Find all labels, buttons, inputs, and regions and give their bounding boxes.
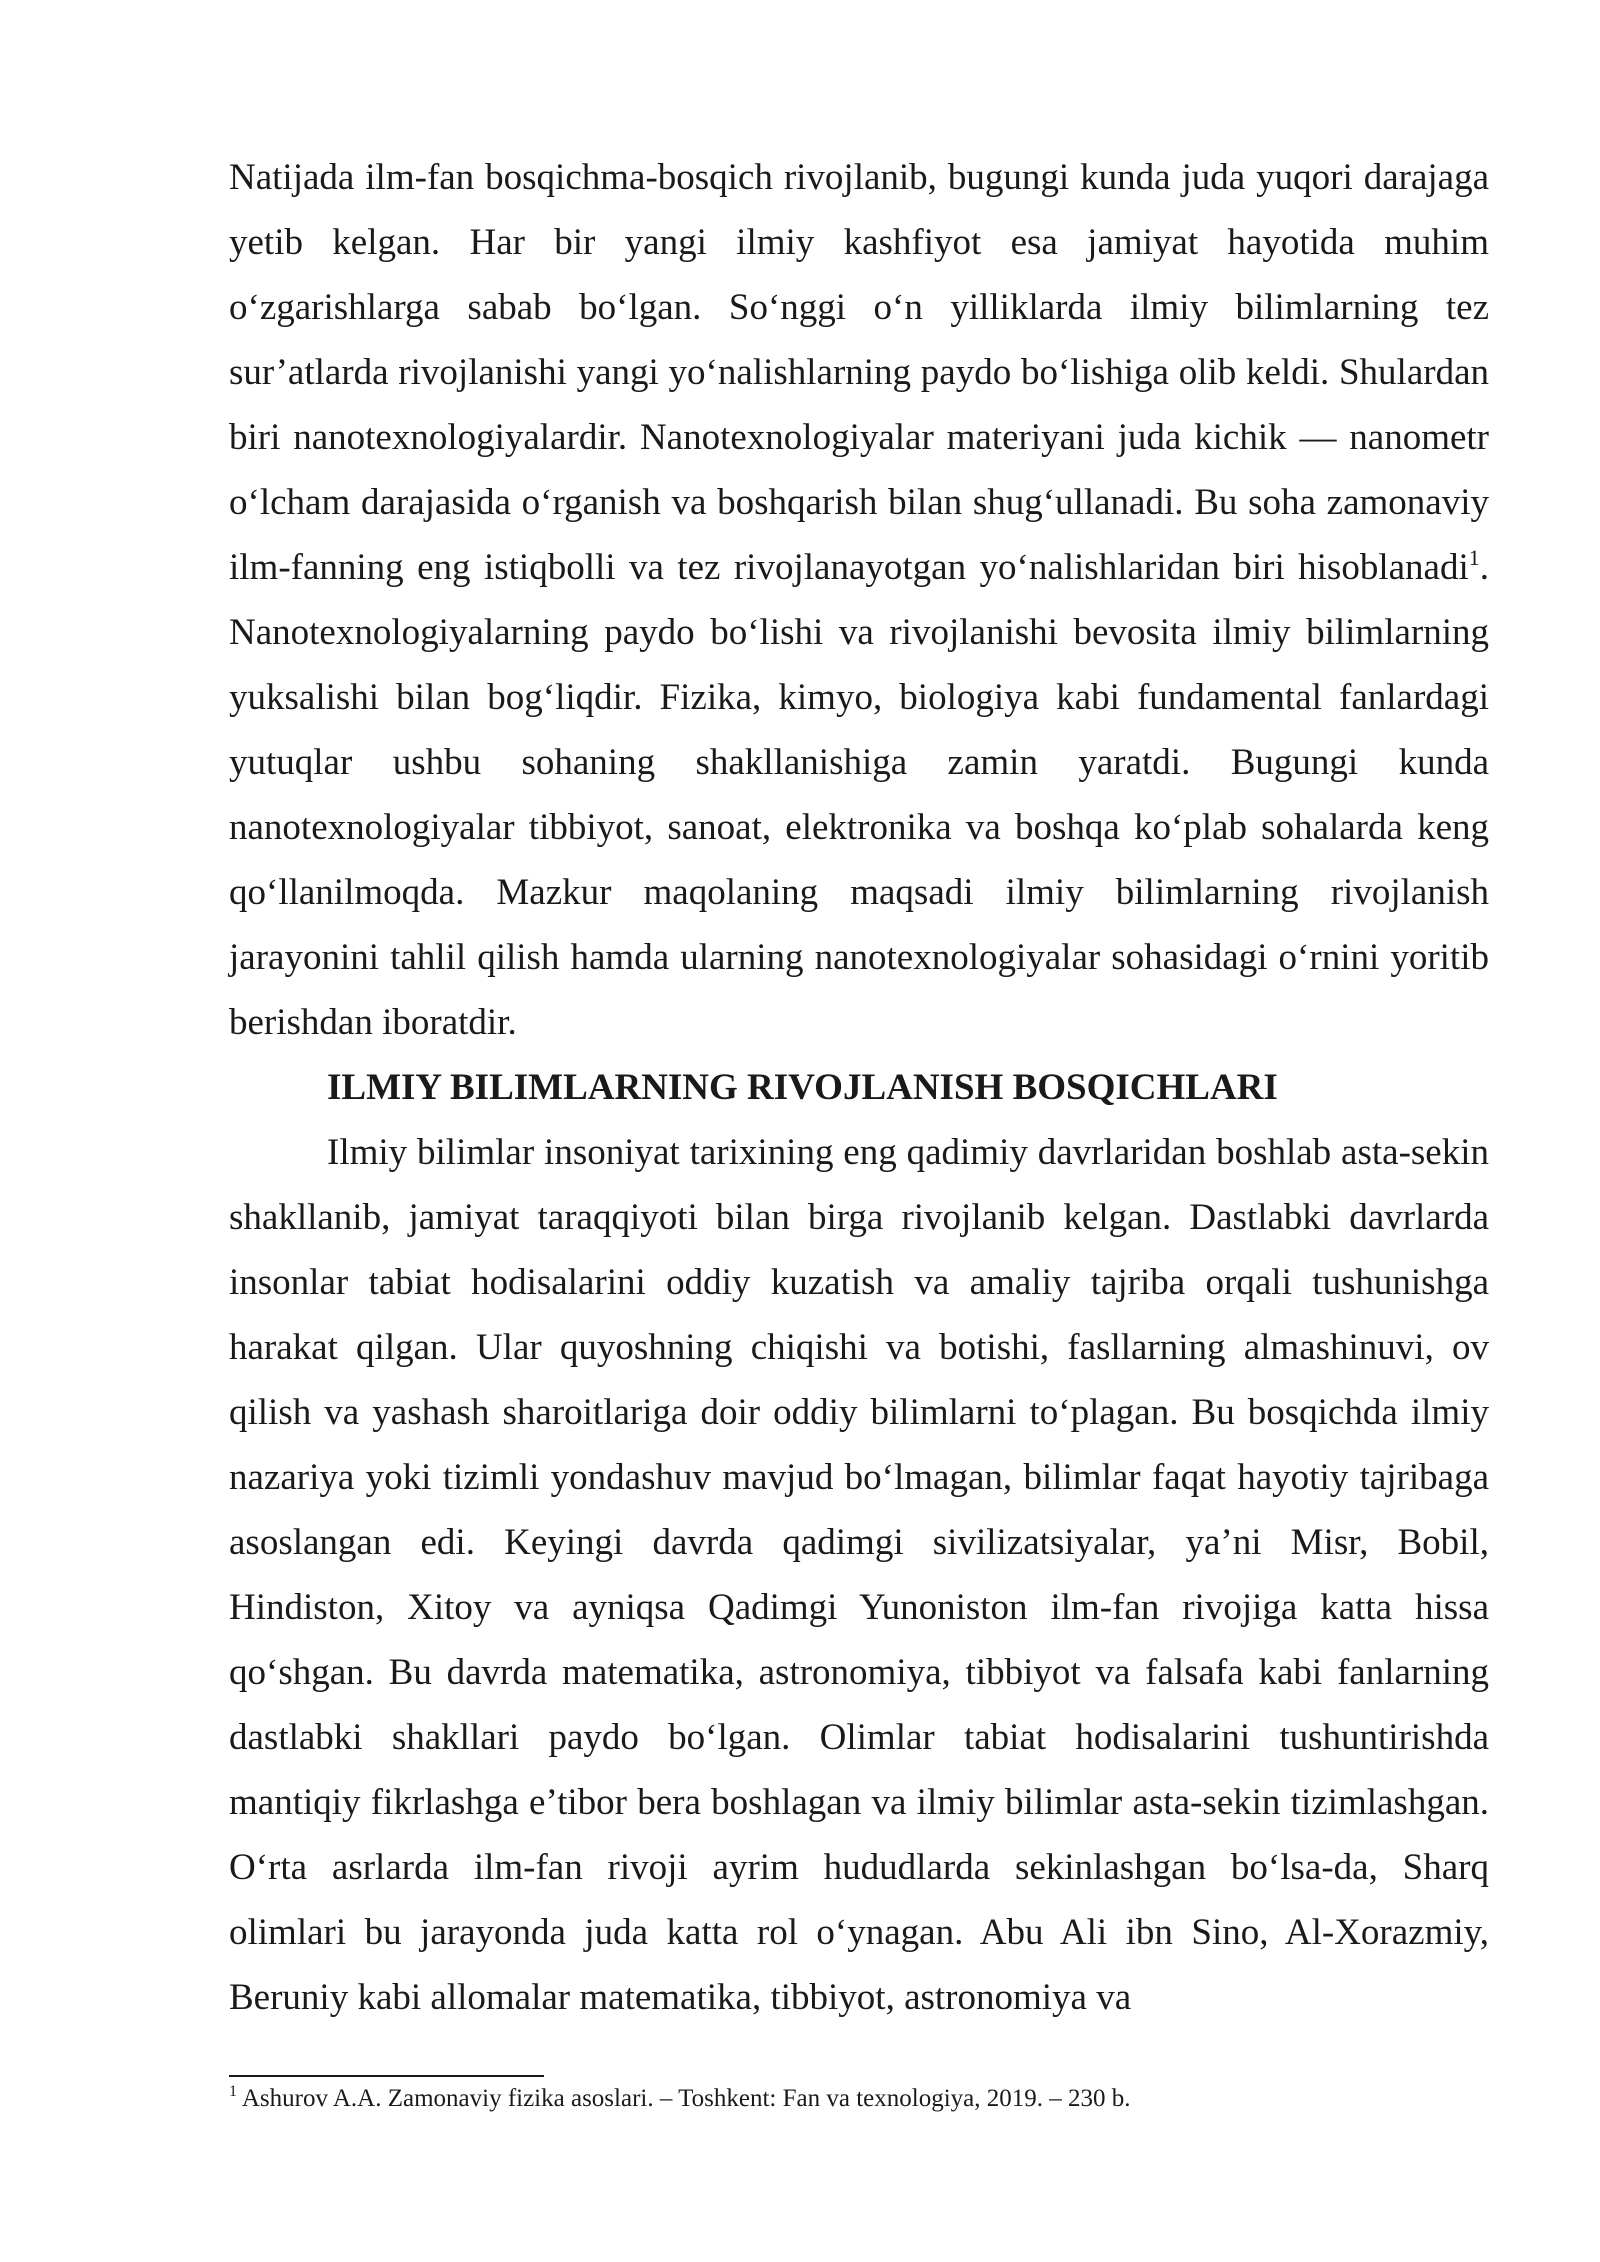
footnote-number: 1 — [229, 2083, 237, 2100]
footnote-text: Ashurov A.A. Zamonaviy fizika asoslari. – Toshkent: Fan va texnologiya, 2019. – 230 b. — [237, 2085, 1131, 2112]
section-heading: ILMIY BILIMLARNING RIVOJLANISH BOSQICHLARI — [327, 1067, 1278, 1108]
footnote-reference[interactable]: 1 — [1468, 545, 1480, 570]
body-text — [229, 145, 1489, 2030]
intro-text-part-2: . Nanotexnologiyalarning paydo bo‘lishi va rivojlanishi bevosita ilmiy bilimlarning yuksalishi bilan bog‘liqdir. Fizika, kimyo, biologiya kabi fundamental fanlardagi yutuqlar ushbu sohaning shakllanishiga zamin yaratdi. Bugungi kunda nanotexnologiyalar tibbiyot, sanoat, elektronika va boshqa ko‘plab sohalarda keng qo‘llanilmoqda. Mazkur maqolaning maqsadi ilmiy bilimlarning rivojlanish jarayonini tahlil qilish hamda ularning nanotexnologiyalar sohasidagi o‘rnini yoritib berishdan iboratdir. — [229, 547, 1489, 1043]
intro-text-part-1: Natijada ilm-fan bosqichma-bosqich rivojlanib, bugungi kunda juda yuqori darajaga yetib kelgan. Har bir yangi ilmiy kashfiyot esa jamiyat hayotida muhim o‘zgarishlarga sabab bo‘lgan. So‘nggi o‘n yilliklarda ilmiy bilimlarning tez sur’atlarda rivojlanishi yangi yo‘nalishlarning paydo bo‘lishiga olib keldi. Shulardan biri nanotexnologiyalardir. Nanotexnologiyalar materiyani juda kichik — nanometr o‘lcham darajasida o‘rganish va boshqarish bilan shug‘ullanadi. Bu soha zamonaviy ilm-fanning eng istiqbolli va tez rivojlanayotgan yo‘nalishlaridan biri hisoblanadi — [229, 157, 1489, 588]
intro-paragraph — [229, 145, 1489, 1055]
footnote-separator — [229, 2075, 544, 2077]
footnote — [229, 2082, 1489, 2116]
section-paragraph: Ilmiy bilimlar insoniyat tarixining eng qadimiy davrlaridan boshlab asta-sekin shakllanib, jamiyat taraqqiyoti bilan birga rivojlanib kelgan. Dastlabki davrlarda insonlar tabiat hodisalarini oddiy kuzatish va amaliy tajriba orqali tushunishga harakat qilgan. Ular quyoshning chiqishi va botishi, fasllarning almashinuvi, ov qilish va yashash sharoitlariga doir oddiy bilimlarni to‘plagan. Bu bosqichda ilmiy nazariya yoki tizimli yondashuv mavjud bo‘lmagan, bilimlar faqat hayotiy tajribaga asoslangan edi. Keyingi davrda qadimgi sivilizatsiyalar, ya’ni Misr, Bobil, Hindiston, Xitoy va ayniqsa Qadimgi Yunoniston ilm-fan rivojiga katta hissa qo‘shgan. Bu davrda matematika, astronomiya, tibbiyot va falsafa kabi fanlarning dastlabki shakllari paydo bo‘lgan. Olimlar tabiat hodisalarini tushuntirishda mantiqiy fikrlashga e’tibor bera boshlagan va ilmiy bilimlar asta-sekin tizimlashgan. O‘rta asrlarda ilm-fan rivoji ayrim hududlarda sekinlashgan bo‘lsa-da, Sharq olimlari bu jarayonda juda katta rol o‘ynagan. Abu Ali ibn Sino, Al-Xorazmiy, Beruniy kabi allomalar matematika, tibbiyot, astronomiya va — [229, 1132, 1489, 2018]
